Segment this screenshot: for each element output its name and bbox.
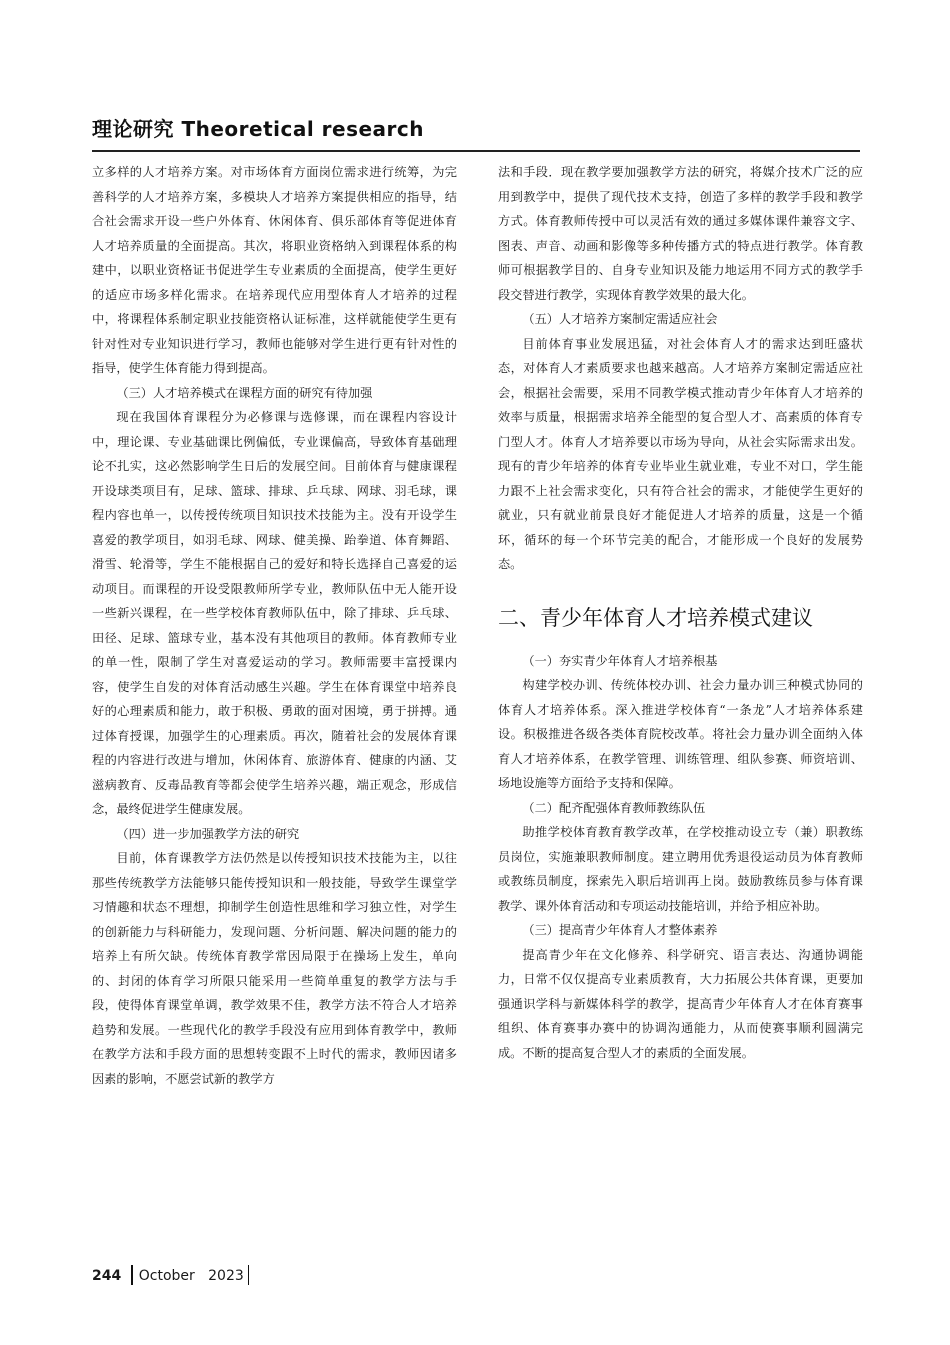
paragraph: 目前体育事业发展迅猛，对社会体育人才的需求达到旺盛状态，对体育人才素质要求也越来越高。人才培养方案制定需适应社会，根据社会需要，采用不同教学模式推动青少年体育人才培养的效率与质量，根据需求培养全能型的复合型人才、高素质的体育专门型人才。体育人才培养要以市场为导向，从社会实际需求出发。现有的青少年培养的体育专业毕业生就业难，专业不对口，学生能力跟不上社会需求变化，只有符合社会的需求，才能使学生更好的就业，只有就业前景良好才能促进人才培养的质量，这是一个循环，循环的每一个环节完美的配合，才能形成一个良好的发展势态。 xyxy=(498,336,863,571)
subsection-heading: （二）配齐配强体育教师教练队伍 xyxy=(522,800,706,815)
subsection-heading: （三）人才培养模式在课程方面的研究有待加强 xyxy=(116,385,373,400)
footer-divider xyxy=(248,1265,250,1285)
subsection-heading: （三）提高青少年体育人才整体素养 xyxy=(522,923,718,937)
subsection-heading: （四）进一步加强教学方法的研究 xyxy=(116,826,300,841)
footer-month: October xyxy=(138,1268,195,1284)
subsection-heading: （一）夯实青少年体育人才培养根基 xyxy=(522,653,718,668)
paragraph: 现在我国体育课程分为必修课与选修课，而在课程内容设计中，理论课、专业基础课比例偏低，专业课偏高，导致体育基础理论不扎实，这必然影响学生日后的发展空间。目前体育与健康课程开设球类项目有，足球、篮球、排球、乒乓球、网球、羽毛球，课程内容也单一，以传授传统项目知识技术技能为主。没有开设学生喜爱的教学项目，如羽毛球、网球、健美操、跆拳道、体育舞蹈、滑雪、轮滑等，学生不能根据自己的爱好和特长选择自己喜爱的运动项目。而课程的开设受限教师所学专业，教师队伍中无人能开设一些新兴课程，在一些学校体育教师队伍中，除了排球、乒乓球、田径、足球、篮球专业，基本没有其他项目的教师。体育教师专业的单一性，限制了学生对喜爱运动的学习。教师需要丰富授课内容，使学生自发的对体育活动感生兴趣。学生在体育课堂中培养良好的心理素质和能力，敢于积极、勇敢的面对困境，勇于拼搏。通过体育授课，加强学生的心理素质。再次，随着社会的发展体育课程的内容进行改进与增加，休闲体育、旅游体育、健康的内涵、艾滋病教育、反毒品教育等都会使学生培养兴趣，端正观念，形成信念，最终促进学生健康发展。 xyxy=(92,410,457,816)
paragraph: 提高青少年在文化修养、科学研究、语言表达、沟通协调能力，日常不仅仅提高专业素质教育，大力拓展公共体育课，更要加强通识学科与新媒体科学的教学，提高青少年体育人才在体育赛事组织、体育赛事办赛中的协调沟通能力，从而使赛事顺利圆满完成。不断的提高复合型人才的素质的全面发展。 xyxy=(498,947,863,1060)
subsection-heading: （五）人才培养方案制定需适应社会 xyxy=(522,312,718,326)
paragraph: 法和手段．现在教学要加强教学方法的研究，将媒介技术广泛的应用到教学中，提供了现代技术支持，创造了多样的教学手段和教学方式。体育教师传授中可以灵活有效的通过多媒体课件兼容文字、图表、声音、动画和影像等多种传播方式的特点进行教学。体育教师可根据教学目的、自身专业知识及能力地运用不同方式的教学手段交替进行教学，实现体育教学效果的最大化。 xyxy=(498,165,863,302)
page-number: 244 xyxy=(92,1268,122,1284)
footer-year: 2023 xyxy=(208,1268,244,1284)
page-footer xyxy=(92,1264,249,1288)
paragraph: 目前，体育课教学方法仍然是以传授知识技术技能为主，以往那些传统教学方法能够只能传授知识和一般技能，导致学生课堂学习情趣和状态不理想，抑制学生创造性思维和学习独立性，对学生的创新能力与科研能力，发现问题、分析问题、解决问题的能力的培养上有所欠缺。传统体育教学常因局限于在操场上发生，单向的、封闭的体育学习所限只能采用一些简单重复的教学方法与手段，使得体育课堂单调，教学效果不佳，教学方法不符合人才培养趋势和发展。一些现代化的教学手段没有应用到体育教学中，教师在教学方法和手段方面的思想转变跟不上时代的需求，教师因诸多因素的影响，不愿尝试新的教学方 xyxy=(92,851,457,1086)
paragraph: 助推学校体育教育教学改革，在学校推动设立专（兼）职教练员岗位，实施兼职教师制度。建立聘用优秀退役运动员为体育教师或教练员制度，探索先入职后培训再上岗。鼓励教练员参与体育课教学、课外体育活动和专项运动技能培训，并给予相应补助。 xyxy=(498,825,863,913)
section-heading: 二、青少年体育人才培养模式建议 xyxy=(498,605,813,630)
paragraph: 立多样的人才培养方案。对市场体育方面岗位需求进行统筹，为完善科学的人才培养方案，多模块人才培养方案提供相应的指导，结合社会需求开设一些户外体育、休闲体育、俱乐部体育等促进体育人才培养质量的全面提高。其次，将职业资格纳入到课程体系的构建中，以职业资格证书促进学生专业素质的全面提高，使学生更好的适应市场多样化需求。在培养现代应用型体育人才培养的过程中，将课程体系制定职业技能资格认证标准，这样就能使学生更有针对性对专业知识进行学习，教师也能够对学生进行更有针对性的指导，使学生体育能力得到提高。 xyxy=(92,165,457,375)
header-rule xyxy=(92,150,860,152)
header-title: 理论研究 Theoretical research xyxy=(92,117,425,141)
footer-divider xyxy=(131,1265,133,1285)
page-header xyxy=(92,116,860,152)
right-column xyxy=(498,160,863,1065)
left-column xyxy=(92,160,457,1091)
paragraph: 构建学校办训、传统体校办训、社会力量办训三种模式协同的体育人才培养体系。深入推进学校体育“一条龙”人才培养体系建设。积极推进各级各类体育院校改革。将社会力量办训全面纳入体育人才培养体系，在教学管理、训练管理、组队参赛、师资培训、场地设施等方面给予支持和保障。 xyxy=(498,678,863,790)
